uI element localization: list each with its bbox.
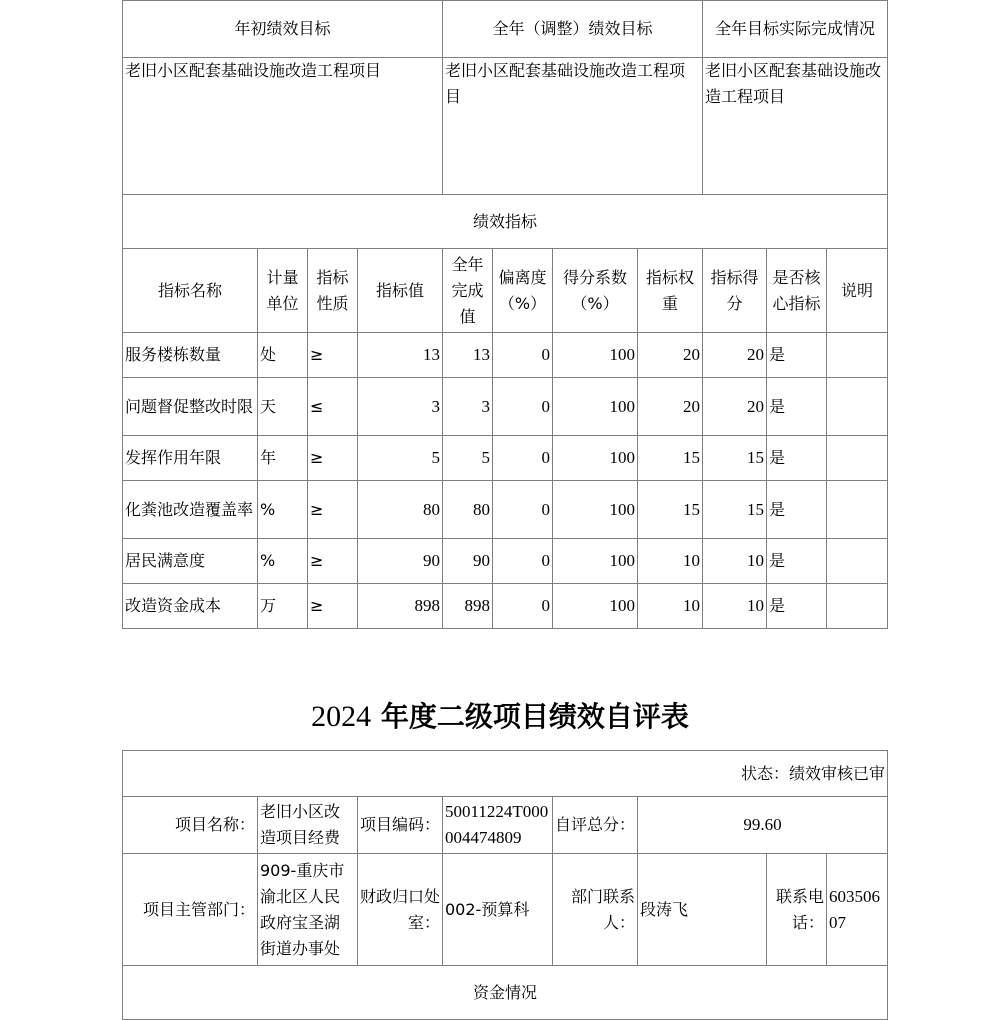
indicator-name: 改造资金成本	[123, 584, 258, 629]
indicator-row	[123, 481, 888, 539]
indicator-core: 是	[767, 378, 827, 436]
contact-label: 部门联系人：	[553, 854, 638, 966]
indicator-target: 80	[358, 481, 443, 539]
indicator-name: 发挥作用年限	[123, 436, 258, 481]
indicator-core: 是	[767, 436, 827, 481]
indicator-actual: 3	[443, 378, 493, 436]
indicator-core: 是	[767, 333, 827, 378]
indicator-actual: 80	[443, 481, 493, 539]
indicator-actual: 13	[443, 333, 493, 378]
project-code-label: 项目编码：	[358, 797, 443, 854]
indicator-score: 10	[703, 539, 767, 584]
indicator-deviation: 0	[493, 539, 553, 584]
col-header: 指标值	[358, 249, 443, 333]
indicator-nature: ≥	[308, 539, 358, 584]
finance-label: 财政归口处室：	[358, 854, 443, 966]
col-header: 指标名称	[123, 249, 258, 333]
header-adjusted-goal: 全年（调整）绩效目标	[443, 1, 703, 58]
project-name-value: 老旧小区改造项目经费	[258, 797, 358, 854]
indicator-weight: 15	[638, 436, 703, 481]
indicator-core: 是	[767, 481, 827, 539]
status-text: 状态：绩效审核已审	[123, 751, 888, 797]
header-actual-completion: 全年目标实际完成情况	[703, 1, 888, 58]
indicator-score: 10	[703, 584, 767, 629]
indicators-section-title: 绩效指标	[123, 195, 888, 249]
indicator-actual: 90	[443, 539, 493, 584]
col-header: 指标得分	[703, 249, 767, 333]
indicator-note	[827, 481, 888, 539]
indicator-coef: 100	[553, 333, 638, 378]
self-score-label: 自评总分：	[553, 797, 638, 854]
indicator-target: 898	[358, 584, 443, 629]
phone-label: 联系电话：	[767, 854, 827, 966]
indicator-coef: 100	[553, 378, 638, 436]
indicator-target: 13	[358, 333, 443, 378]
indicator-deviation: 0	[493, 584, 553, 629]
finance-value: 002-预算科	[443, 854, 553, 966]
indicator-unit: %	[258, 481, 308, 539]
self-score-value: 99.60	[638, 797, 888, 854]
indicator-coef: 100	[553, 481, 638, 539]
indicator-unit: 万	[258, 584, 308, 629]
adjusted-goal-value: 老旧小区配套基础设施改造工程项目	[443, 58, 703, 195]
indicator-target: 3	[358, 378, 443, 436]
col-header: 说明	[827, 249, 888, 333]
indicator-unit: 年	[258, 436, 308, 481]
indicator-nature: ≥	[308, 333, 358, 378]
project-info-table	[122, 750, 888, 1020]
indicator-row	[123, 333, 888, 378]
col-header: 得分系数（%）	[553, 249, 638, 333]
indicator-note	[827, 584, 888, 629]
indicator-unit: 天	[258, 378, 308, 436]
indicator-actual: 898	[443, 584, 493, 629]
project-name-label: 项目名称：	[123, 797, 258, 854]
indicator-target: 90	[358, 539, 443, 584]
phone-value: 60350607	[827, 854, 888, 966]
indicator-coef: 100	[553, 436, 638, 481]
contact-value: 段涛飞	[638, 854, 767, 966]
indicators-header-row	[123, 249, 888, 333]
indicator-weight: 15	[638, 481, 703, 539]
form-title-text: 年度二级项目绩效自评表	[380, 700, 689, 733]
indicator-coef: 100	[553, 539, 638, 584]
form-title-year: 2024	[311, 700, 372, 733]
actual-completion-value: 老旧小区配套基础设施改造工程项目	[703, 58, 888, 195]
indicator-name: 服务楼栋数量	[123, 333, 258, 378]
indicator-weight: 10	[638, 539, 703, 584]
indicator-actual: 5	[443, 436, 493, 481]
indicator-score: 15	[703, 481, 767, 539]
col-header: 指标性质	[308, 249, 358, 333]
initial-goal-value: 老旧小区配套基础设施改造工程项目	[123, 58, 443, 195]
form-title	[0, 695, 1000, 735]
indicator-core: 是	[767, 584, 827, 629]
dept-value: 909-重庆市渝北区人民政府宝圣湖街道办事处	[258, 854, 358, 966]
indicator-core: 是	[767, 539, 827, 584]
col-header: 全年完成值	[443, 249, 493, 333]
indicator-score: 15	[703, 436, 767, 481]
indicator-weight: 20	[638, 333, 703, 378]
indicator-unit: %	[258, 539, 308, 584]
indicator-name: 化粪池改造覆盖率	[123, 481, 258, 539]
indicator-row	[123, 436, 888, 481]
indicator-nature: ≤	[308, 378, 358, 436]
indicator-unit: 处	[258, 333, 308, 378]
indicator-coef: 100	[553, 584, 638, 629]
indicator-nature: ≥	[308, 584, 358, 629]
indicator-note	[827, 436, 888, 481]
indicator-score: 20	[703, 333, 767, 378]
indicator-note	[827, 539, 888, 584]
performance-goals-table	[122, 0, 888, 629]
indicator-note	[827, 378, 888, 436]
col-header: 指标权重	[638, 249, 703, 333]
indicator-name: 居民满意度	[123, 539, 258, 584]
indicator-deviation: 0	[493, 378, 553, 436]
funds-section-title: 资金情况	[123, 966, 888, 1020]
indicator-row	[123, 539, 888, 584]
col-header: 计量单位	[258, 249, 308, 333]
col-header: 偏离度（%）	[493, 249, 553, 333]
indicator-row	[123, 378, 888, 436]
indicator-score: 20	[703, 378, 767, 436]
indicator-deviation: 0	[493, 436, 553, 481]
dept-label: 项目主管部门：	[123, 854, 258, 966]
col-header: 是否核心指标	[767, 249, 827, 333]
indicator-weight: 20	[638, 378, 703, 436]
indicator-weight: 10	[638, 584, 703, 629]
indicator-deviation: 0	[493, 333, 553, 378]
indicator-nature: ≥	[308, 436, 358, 481]
indicator-deviation: 0	[493, 481, 553, 539]
project-code-value: 50011224T000004474809	[443, 797, 553, 854]
header-initial-goal: 年初绩效目标	[123, 1, 443, 58]
indicator-target: 5	[358, 436, 443, 481]
indicator-nature: ≥	[308, 481, 358, 539]
indicator-name: 问题督促整改时限	[123, 378, 258, 436]
indicator-note	[827, 333, 888, 378]
indicator-row	[123, 584, 888, 629]
